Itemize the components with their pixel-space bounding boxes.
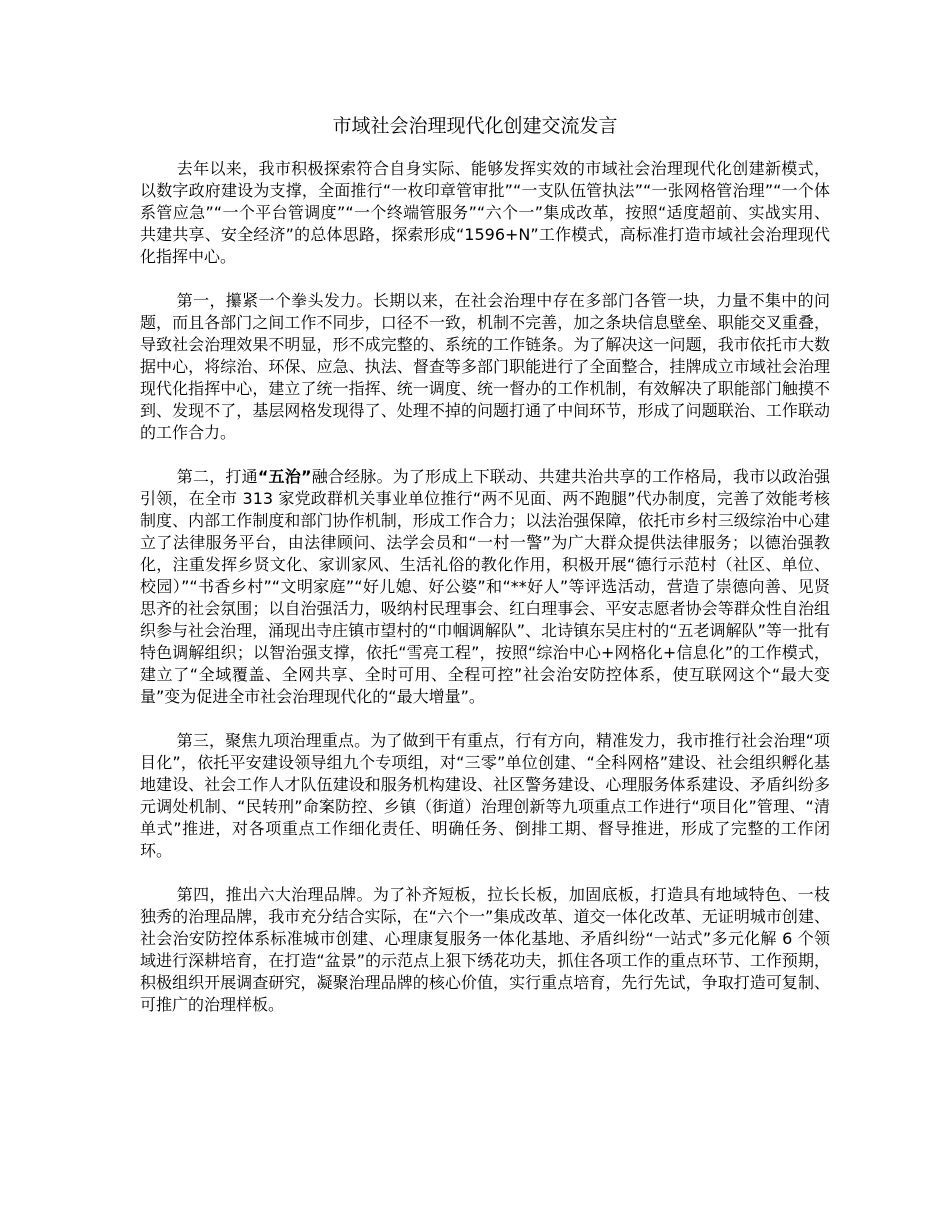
paragraph-text: 第三，聚焦九项治理重点。为了做到干有重点，行有方向，精准发力，我市推行社会治理“项目化”，依托平安建设领导组九个专项组，对“三零”单位创建、“全科网格”建设、社会组织孵化基地建设、社会工作人才队伍建设和服务机构建设、社区警务建设、心理服务体系建设、矛盾纠纷多元调处机制、“民转刑”命案防控、乡镇（街道）治理创新等九项重点工作进行“项目化”管理、“清单式”推进，对各项重点工作细化责任、明确任务、倒排工期、督导推进，形成了完整的工作闭环。 [140,731,830,860]
paragraph-lead-bold: “五治” [257,467,312,486]
paragraph-text: 去年以来，我市积极探索符合自身实际、能够发挥实效的市域社会治理现代化创建新模式，以数字政府建设为支撑，全面推行“一枚印章管审批”“一支队伍管执法”“一张网格管治理”“一个体系管应急”“一个平台管调度”“一个终端管服务”“六个一”集成改革，按照“适度超前、实战实用、共建共享、安全经济”的总体思路，探索形成“1596+N”工作模式，高标准打造市域社会治理现代化指挥中心。 [140,159,830,266]
document-title: 市域社会治理现代化创建交流发言 [332,115,618,137]
paragraph-second [140,466,830,708]
paragraph-fourth [140,884,830,1016]
paragraph-intro [140,158,830,268]
paragraph-text: 第四，推出六大治理品牌。为了补齐短板，拉长长板，加固底板，打造具有地域特色、一枝独秀的治理品牌，我市充分结合实际，在“六个一”集成改革、道交一体化改革、无证明城市创建、社会治安防控体系标准城市创建、心理康复服务一体化基地、矛盾纠纷“一站式”多元化解 6 个领域进行深耕培育，在打造“盆景”的示范点上狠下绣花功夫，抓住各项工作的重点环节、工作预期，积极组织开展调查研究，凝聚治理品牌的核心价值，实行重点培育，先行先试，争取打造可复制、可推广的治理样板。 [140,885,830,1014]
paragraph-lead-prefix: 第二，打通 [176,467,258,486]
paragraph-third [140,730,830,862]
paragraph-text: 融合经脉。为了形成上下联动、共建共治共享的工作格局，我市以政治强引领，在全市 313 家党政群机关事业单位推行“两不见面、两不跑腿”代办制度，完善了效能考核制度、内部工作制度和部门协作机制，形成工作合力；以法治强保障，依托市乡村三级综治中心建立了法律服务平台，由法律顾问、法学会员和“一村一警”为广大群众提供法律服务；以德治强教化，注重发挥乡贤文化、家训家风、生活礼俗的教化作用，积极开展“德行示范村（社区、单位、校园）”“书香乡村”“文明家庭”“好儿媳、好公婆”和“**好人”等评选活动，营造了崇德向善、见贤思齐的社会氛围；以自治强活力，吸纳村民理事会、红白理事会、平安志愿者协会等群众性自治组织参与社会治理，涌现出寺庄镇市望村的“巾帼调解队”、北诗镇东吴庄村的“五老调解队”等一批有特色调解组织；以智治强支撑，依托“雪亮工程”，按照“综治中心+网格化+信息化”的工作模式，建立了“全域覆盖、全网共享、全时可用、全程可控”社会治安防控体系，使互联网这个“最大变量”变为促进全市社会治理现代化的“最大增量”。 [140,467,830,706]
paragraph-text: 第一，攥紧一个拳头发力。长期以来，在社会治理中存在多部门各管一块，力量不集中的问题，而且各部门之间工作不同步，口径不一致，机制不完善，加之条块信息壁垒、职能交叉重叠，导致社会治理效果不明显，形不成完整的、系统的工作链条。为了解决这一问题，我市依托市大数据中心，将综治、环保、应急、执法、督查等多部门职能进行了全面整合，挂牌成立市域社会治理现代化指挥中心，建立了统一指挥、统一调度、统一督办的工作机制，有效解决了职能部门触摸不到、发现不了，基层网格发现得了、处理不掉的问题打通了中间环节，形成了问题联治、工作联动的工作合力。 [140,291,830,442]
document-body [140,158,830,1038]
paragraph-first [140,290,830,444]
